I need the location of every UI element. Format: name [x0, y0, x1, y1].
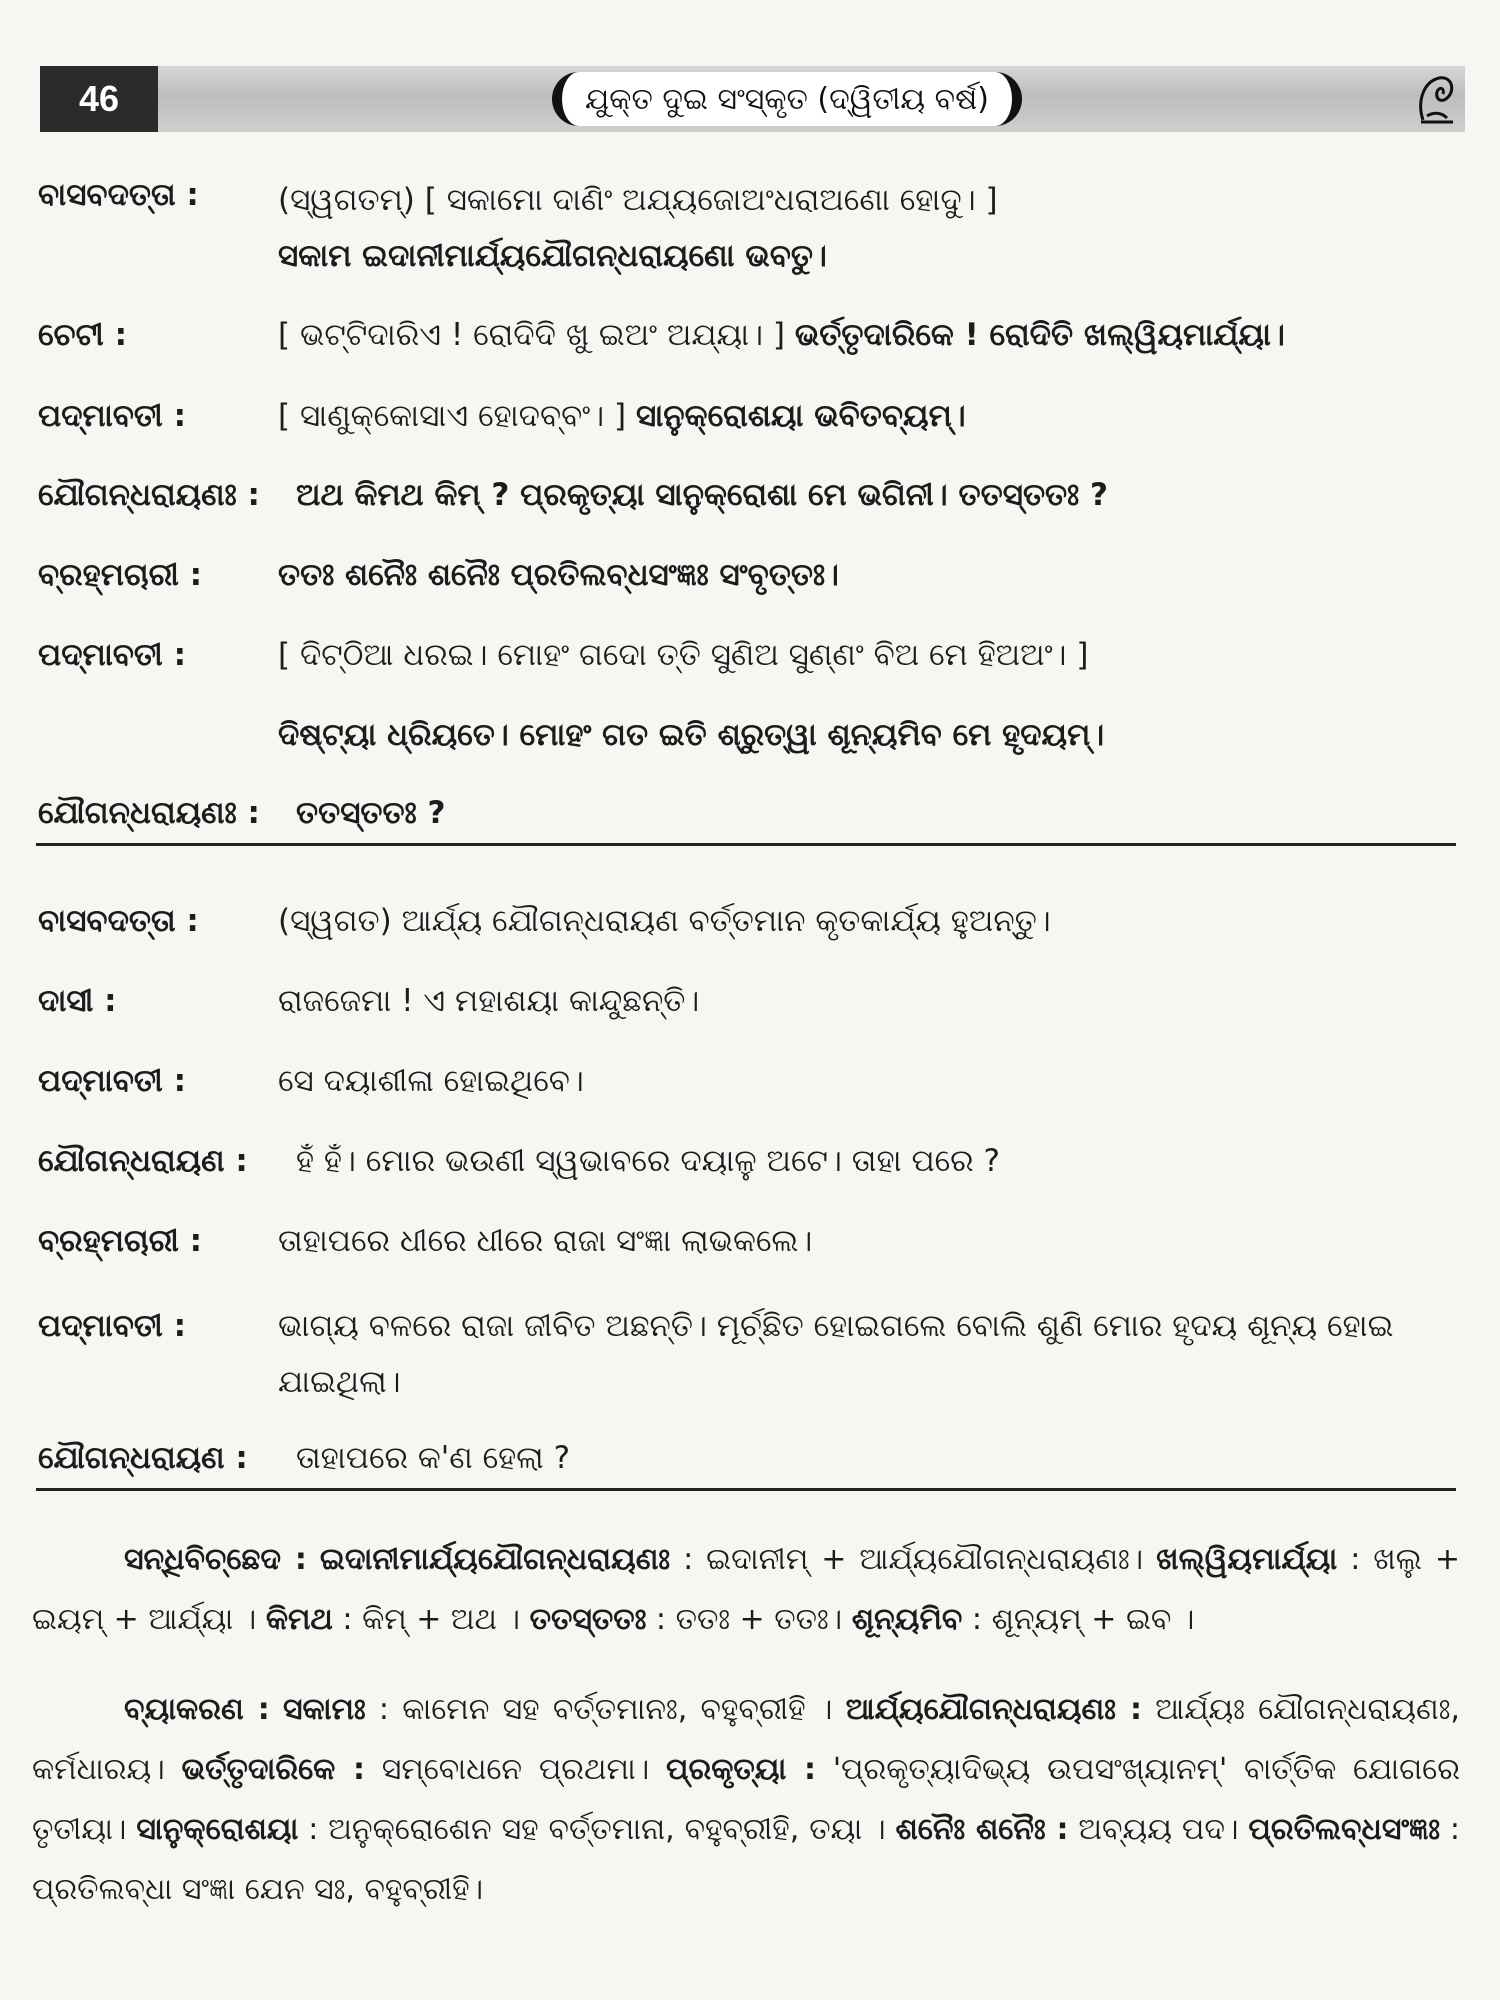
note-term: ପ୍ରତିଲବ୍ଧସଂଜ୍ଞଃ — [1248, 1812, 1441, 1847]
speaker-name: ପଦ୍ମାବତୀ : — [38, 398, 186, 434]
translation-text: ତାହାପରେ କ'ଣ ହେଲା ? — [296, 1440, 571, 1476]
speaker-name: ବାସବଦତ୍ତା : — [38, 903, 199, 939]
note-term: ସକାମଃ — [282, 1692, 366, 1727]
page-header — [40, 66, 1465, 132]
sanskrit-text: ସାନୁକ୍ରୋଶୟା ଭବିତବ୍ୟମ୍। — [636, 398, 966, 434]
grammar-label: ବ୍ୟାକରଣ : — [124, 1692, 270, 1727]
note-term: ଶନୈଃ ଶନୈଃ : — [895, 1812, 1069, 1847]
note-text: : ଶୂନ୍ୟମ୍ + ଇବ । — [971, 1602, 1195, 1637]
speaker-name: ଯୌଗନ୍ଧରାୟଣ : — [38, 1440, 248, 1476]
sanskrit-text: ଦିଷ୍ଟ୍ୟା ଧ୍ରିୟତେ। ମୋହଂ ଗତ ଇତି ଶ୍ରୁତ୍ୱା ଶୂନ୍ୟମିବ ମେ ହୃଦୟମ୍। — [278, 717, 1105, 753]
page-number: 46 — [40, 66, 158, 132]
note-term: ତତସ୍ତତଃ — [529, 1602, 647, 1637]
speaker-name: ବାସବଦତ୍ତା : — [38, 177, 199, 213]
note-term: ଆର୍ଯ୍ୟଯୌଗନ୍ଧରାୟଣଃ : — [845, 1692, 1142, 1727]
sanskrit-text: ଅଥ କିମଥ କିମ୍ ? ପ୍ରକୃତ୍ୟା ସାନୁକ୍ରୋଶା ମେ ଭଗିନୀ। ତତସ୍ତତଃ ? — [296, 477, 1108, 513]
sanskrit-text: ଭର୍ତ୍ତୃଦାରିକେ ! ରୋଦିତି ଖଲ୍ୱିୟମାର୍ଯ୍ୟା। — [794, 317, 1285, 353]
sanskrit-text: ତତଃ ଶନୈଃ ଶନୈଃ ପ୍ରତିଲବ୍ଧସଂଜ୍ଞଃ ସଂବୃତ୍ତଃ। — [278, 557, 839, 593]
speaker-name: ଚେଟୀ : — [38, 317, 128, 353]
speaker-name: ଯୌଗନ୍ଧରାୟଣଃ : — [38, 795, 260, 831]
note-term: ପ୍ରକୃତ୍ୟା : — [666, 1752, 817, 1787]
note-term: ଶୂନ୍ୟମିବ — [851, 1602, 963, 1637]
note-text: : ଅନୁକ୍ରୋଶେନ ସହ ବର୍ତ୍ତମାନା, ବହୁବ୍ରୀହି, ତୟା । — [308, 1812, 886, 1847]
speaker-name: ବ୍ରହ୍ମଚାରୀ : — [38, 1223, 203, 1259]
translation-text: ସେ ଦୟାଶୀଳା ହୋଇଥିବେ। — [278, 1063, 584, 1099]
publisher-logo-icon — [1413, 72, 1459, 126]
book-title: ଯୁକ୍ତ ଦୁଇ ସଂସ୍କୃତ (ଦ୍ୱିତୀୟ ବର୍ଷ) — [552, 72, 1022, 126]
note-text: : କିମ୍ + ଅଥ । — [342, 1602, 521, 1637]
note-text: : ପ୍ରତିଲବ୍ଧା ସଂଜ୍ଞା ଯେନ ସଃ, ବହୁବ୍ରୀହି। — [32, 1812, 1461, 1907]
note-text: ସମ୍ବୋଧନେ ପ୍ରଥମା। — [381, 1752, 650, 1787]
sanskrit-text: ତତସ୍ତତଃ ? — [296, 795, 446, 831]
note-text: : ଇଦାନୀମ୍ + ଆର୍ଯ୍ୟଯୌଗନ୍ଧରାୟଣଃ। — [683, 1542, 1144, 1577]
note-text: : କାମେନ ସହ ବର୍ତ୍ତମାନଃ, ବହୁବ୍ରୀହି । — [378, 1692, 833, 1727]
note-text: : ଖଲୁ + ଇୟମ୍ + ଆର୍ଯ୍ୟା । — [32, 1542, 1460, 1637]
translation-text: (ସ୍ୱଗତ) ଆର୍ଯ୍ୟ ଯୌଗନ୍ଧରାୟଣ ବର୍ତ୍ତମାନ କୃତକାର୍ଯ୍ୟ ହୁଅନ୍ତୁ। — [278, 903, 1051, 939]
speaker-name: ବ୍ରହ୍ମଚାରୀ : — [38, 557, 203, 593]
speaker-name: ଦାସୀ : — [38, 983, 117, 1019]
note-term: ଖଲ୍ୱିୟମାର୍ଯ୍ୟା — [1156, 1542, 1338, 1577]
prakrit-text: (ସ୍ୱଗତମ୍) [ ସକାମୋ ଦାଣିଂ ଅଯ୍ୟଜୋଅଂଧରାଅଣୋ ହୋଦୁ। ] — [278, 182, 998, 218]
prakrit-text: [ ଭଟ୍ଟିଦାରିଏ ! ରୋଦିଦି ଖୁ ଇଅଂ ଅଯ୍ୟା। ] — [278, 317, 785, 353]
note-term: କିମଥ — [265, 1602, 333, 1637]
sandhi-label: ସନ୍ଧିବିଚ୍ଛେଦ : — [124, 1542, 307, 1577]
note-term: ଭର୍ତ୍ତୃଦାରିକେ : — [181, 1752, 365, 1787]
translation-text: ରାଜଜେମା ! ଏ ମହାଶୟା କାନ୍ଦୁଛନ୍ତି। — [278, 983, 700, 1019]
sandhi-notes — [32, 1530, 1460, 1650]
sanskrit-text: ସକାମ ଇଦାନୀମାର୍ଯ୍ୟଯୌଗନ୍ଧରାୟଣୋ ଭବତୁ। — [278, 238, 827, 274]
note-text: ଅବ୍ୟୟ ପଦ। — [1078, 1812, 1239, 1847]
speaker-name: ପଦ୍ମାବତୀ : — [38, 637, 186, 673]
section-divider — [36, 1488, 1456, 1491]
translation-text: ହଁ ହଁ। ମୋର ଭଉଣୀ ସ୍ୱଭାବରେ ଦୟାଳୁ ଅଟେ। ତାହା ପରେ ? — [296, 1143, 1000, 1179]
speaker-name: ଯୌଗନ୍ଧରାୟଣ : — [38, 1143, 248, 1179]
prakrit-text: [ ସାଣୁକ୍‌କୋସାଏ ହୋଦବ୍‌ବଂ। ] — [278, 398, 627, 434]
grammar-notes — [32, 1680, 1460, 1920]
note-term: ସାନୁକ୍ରୋଶୟା — [136, 1812, 299, 1847]
speaker-name: ପଦ୍ମାବତୀ : — [38, 1308, 186, 1344]
note-text: ଆର୍ଯ୍ୟଃ ଯୌଗନ୍ଧରାୟଣଃ, କର୍ମଧାରୟ। — [32, 1692, 1460, 1787]
speaker-name: ଯୌଗନ୍ଧରାୟଣଃ : — [38, 477, 260, 513]
translation-text: ତାହାପରେ ଧୀରେ ଧୀରେ ରାଜା ସଂଜ୍ଞା ଲାଭକଲେ। — [278, 1223, 813, 1259]
prakrit-text: [ ଦିଟ୍‌ଠିଆ ଧରଇ। ମୋହଂ ଗଦୋ ତ୍ତି ସୁଣିଅ ସୁଣ୍ଣଂ ବିଅ ମେ ହିଅଅଂ। ] — [278, 637, 1089, 673]
section-divider — [36, 843, 1456, 846]
translation-text: ଭାଗ୍ୟ ବଳରେ ରାଜା ଜୀବିତ ଅଛନ୍ତି। ମୂର୍ଚ୍ଛିତ ହୋଇଗଲେ ବୋଲି ଶୁଣି ମୋର ହୃଦୟ ଶୂନ୍ୟ ହୋଇ ଯାଇଥିଲା। — [278, 1308, 1394, 1400]
speaker-name: ପଦ୍ମାବତୀ : — [38, 1063, 186, 1099]
note-text: 'ପ୍ରକୃତ୍ୟାଦିଭ୍ୟ ଉପସଂଖ୍ୟାନମ୍' ବାର୍ତ୍ତିକ ଯୋଗରେ ତୃତୀୟା। — [32, 1752, 1460, 1847]
note-term: ଇଦାନୀମାର୍ଯ୍ୟଯୌଗନ୍ଧରାୟଣଃ — [319, 1542, 671, 1577]
note-text: : ତତଃ + ତତଃ। — [655, 1602, 843, 1637]
